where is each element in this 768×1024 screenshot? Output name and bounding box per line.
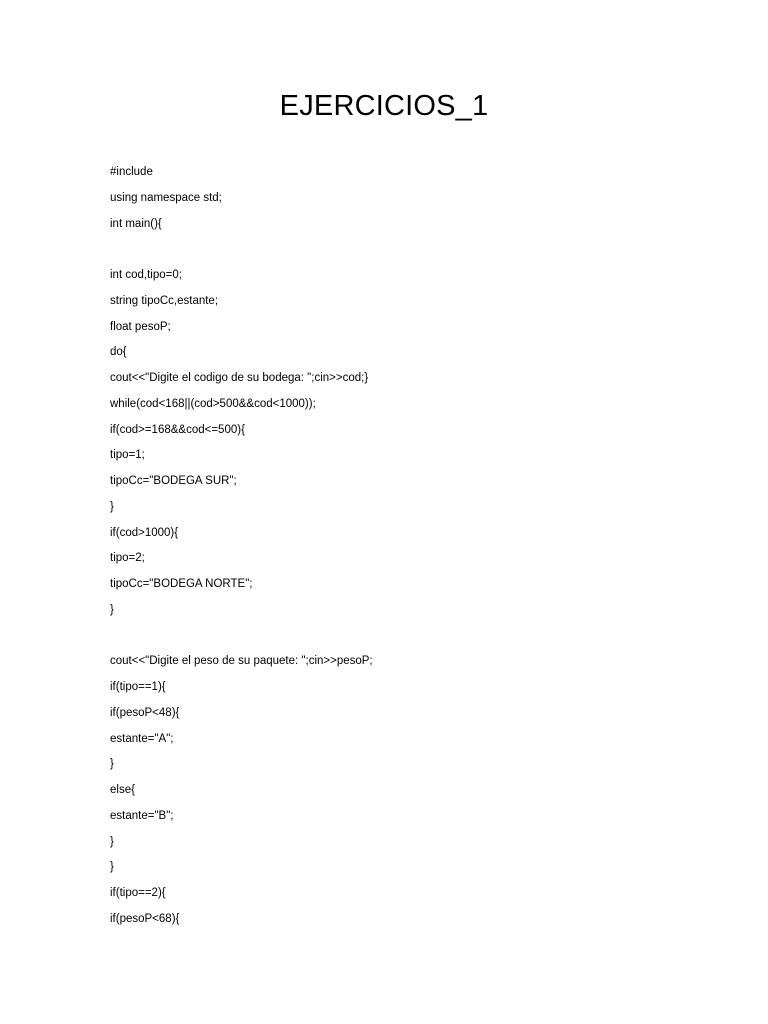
code-line: if(pesoP<68){ xyxy=(110,912,180,925)
code-line: tipoCc="BODEGA SUR"; xyxy=(110,475,237,487)
code-line xyxy=(110,237,710,263)
code-line: estante="A"; xyxy=(110,732,174,745)
code-line: estante="B"; xyxy=(110,809,174,822)
document-title: EJERCICIOS_1 xyxy=(279,90,489,122)
code-line: if(cod>=168&&cod<=500){ xyxy=(110,423,245,436)
code-line: if(tipo==1){ xyxy=(110,681,166,693)
code-line: } xyxy=(110,500,114,513)
code-line: if(cod>1000){ xyxy=(110,526,179,539)
code-line: while(cod<168||(cod>500&&cod<1000)); xyxy=(110,397,316,410)
code-line: do{ xyxy=(110,346,127,359)
code-line: else{ xyxy=(110,784,135,796)
code-line: } xyxy=(110,861,114,874)
code-block xyxy=(110,160,710,933)
code-line: #include xyxy=(110,166,153,178)
code-line: int cod,tipo=0; xyxy=(110,269,182,281)
code-line: tipoCc="BODEGA NORTE"; xyxy=(110,578,253,590)
code-line: tipo=1; xyxy=(110,449,145,462)
code-line: cout<<"Digite el peso de su paquete: ";cin>>pesoP; xyxy=(110,655,373,668)
code-line: tipo=2; xyxy=(110,552,145,565)
code-line: string tipoCc,estante; xyxy=(110,294,219,307)
code-line: using namespace std; xyxy=(110,191,222,204)
code-line: cout<<"Digite el codigo de su bodega: ";cin>>cod;} xyxy=(110,372,369,384)
code-line: float pesoP; xyxy=(110,320,171,333)
code-line: } xyxy=(110,835,114,848)
code-line: if(tipo==2){ xyxy=(110,887,166,899)
code-line: } xyxy=(110,758,114,771)
code-line xyxy=(110,624,710,650)
code-line: } xyxy=(110,603,114,616)
code-line: int main(){ xyxy=(110,217,162,230)
code-line: if(pesoP<48){ xyxy=(110,706,180,719)
